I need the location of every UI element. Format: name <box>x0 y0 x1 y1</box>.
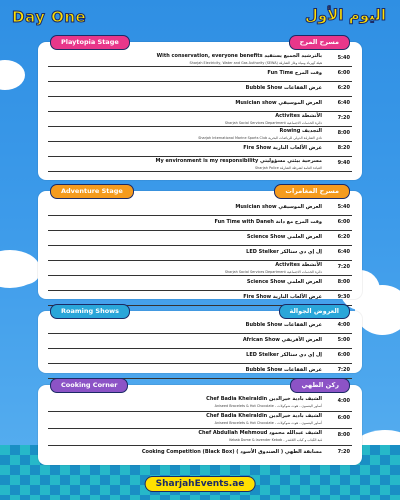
stage-title-ar: مسرح المغامرات <box>274 184 350 199</box>
schedule-row <box>48 201 352 216</box>
event-time: 9:30 <box>337 294 350 300</box>
event-time: 5:40 <box>337 55 350 61</box>
event-time: 6:00 <box>337 415 350 421</box>
cooking-corner-card <box>38 381 362 465</box>
event-organizer: Sharjah Electricity, Water and Gas Authority (SEWA) هيئة كهرباء ومياه وغاز الشارقة <box>189 61 322 65</box>
event-menu: Kebab Dome & lavender Kebab - قبة الكباب و كباب اللافندر <box>229 438 322 442</box>
event-title: Fun Time with Daneh وقت المرح مع دانة <box>214 219 322 225</box>
event-time: 6:00 <box>337 70 350 76</box>
event-time: 8:00 <box>337 279 350 285</box>
playtopia-stage-card <box>38 38 362 180</box>
cloud-decoration <box>5 260 40 285</box>
schedule-row <box>48 319 352 334</box>
event-title: Musician show العرض الموسيقي <box>235 100 322 106</box>
event-title: Activites الأنشطة <box>275 262 322 268</box>
event-title: Science Show العرض العلمي <box>246 279 322 285</box>
event-time: 7:20 <box>337 367 350 373</box>
event-organizer: Sharjah Police القيادة العامة لشرطة الشارقة <box>254 166 322 170</box>
event-time: 6:20 <box>337 85 350 91</box>
adventure-stage-card <box>38 187 362 300</box>
event-time: 9:40 <box>337 160 350 166</box>
event-organizer: Sharjah Social Services Department دائرة الخدمات الاجتماعية <box>224 270 322 274</box>
stage-title-en: Cooking Corner <box>50 378 128 393</box>
schedule-row <box>48 429 352 446</box>
schedule-row <box>48 82 352 97</box>
event-time: 5:40 <box>337 204 350 210</box>
event-title: Musician show العرض الموسيقي <box>235 204 322 210</box>
event-menu: Aniseed Bracelets & Hot Chocolate - أساور الينسون - هوت شوكولات <box>214 421 322 425</box>
stage-title-ar: مسرح المرح <box>289 35 350 50</box>
event-time: 8:20 <box>337 145 350 151</box>
event-time: 8:00 <box>337 432 350 438</box>
event-time: 4:00 <box>337 322 350 328</box>
schedule-row <box>48 446 352 460</box>
event-time: 5:00 <box>337 337 350 343</box>
stage-title-en: Roaming Shows <box>50 304 130 319</box>
event-time: 6:20 <box>337 234 350 240</box>
day-title-ar: اليوم الأول <box>304 6 386 24</box>
event-title: Rowing التجديف <box>279 128 322 134</box>
schedule-row <box>48 67 352 82</box>
cloud-decoration <box>0 60 25 90</box>
event-title: Fun Time وقت المرح <box>267 70 322 76</box>
schedule-row <box>48 142 352 157</box>
schedule-row <box>48 246 352 261</box>
event-title: My environment is my responsibility مسرحية بيئتي مسؤوليتي <box>155 158 322 164</box>
stage-title-en: Playtopia Stage <box>50 35 130 50</box>
event-time: 7:20 <box>337 449 350 455</box>
event-time: 7:20 <box>337 264 350 270</box>
website-link[interactable]: SharjahEvents.ae <box>145 476 256 492</box>
schedule-row <box>48 412 352 429</box>
event-menu: Aniseed Bracelets & Hot Chocolate - أساور الينسون - هوت شوكولات <box>214 404 322 408</box>
schedule-row <box>48 334 352 349</box>
schedule-row <box>48 231 352 246</box>
event-organizer: Sharjah Social Services Department دائرة الخدمات الاجتماعية <box>224 121 322 125</box>
event-time: 8:00 <box>337 130 350 136</box>
event-time: 6:00 <box>337 352 350 358</box>
schedule-row <box>48 261 352 276</box>
schedule-row <box>48 216 352 231</box>
schedule-row <box>48 112 352 127</box>
event-title: Activites الأنشطة <box>275 113 322 119</box>
event-title: With conservation, everyone benefits بالترشيد الجميع يستفيد <box>156 53 322 59</box>
schedule-row <box>48 157 352 172</box>
schedule-row <box>48 97 352 112</box>
roaming-shows-card <box>38 307 362 373</box>
schedule-row <box>48 127 352 142</box>
event-title: Chef Badia Kheiraldin الشيف بادية خيرالدين <box>206 396 322 402</box>
event-time: 6:00 <box>337 219 350 225</box>
stage-title-ar: العروض الجوالة <box>279 304 350 319</box>
day-title-en: Day One <box>12 8 87 26</box>
event-title: Chef Badia Kheiraldin الشيف بادية خيرالدين <box>206 413 322 419</box>
event-title: Cooking Competition (Black Box) مسابقة الطهي ( الصندوق الأسود ) <box>141 449 322 455</box>
event-title: LED Stelker إل إي دي ستالكر <box>246 352 322 358</box>
event-time: 6:40 <box>337 100 350 106</box>
schedule-row <box>48 395 352 412</box>
event-title: Bubble Show عرض الفقاعات <box>245 85 322 91</box>
event-title: LED Stelker إل إي دي ستالكر <box>246 249 322 255</box>
event-title: Bubble Show عرض الفقاعات <box>245 367 322 373</box>
schedule-row <box>48 276 352 291</box>
event-title: Bubble Show عرض الفقاعات <box>245 322 322 328</box>
schedule-row <box>48 364 352 379</box>
schedule-row <box>48 52 352 67</box>
event-organizer: Sharjah International Marine Sports Club نادي الشارقة الدولي للرياضات البحرية <box>198 136 322 140</box>
event-time: 6:40 <box>337 249 350 255</box>
event-time: 4:00 <box>337 398 350 404</box>
event-title: Fire Show عرض الألعاب النارية <box>243 294 322 300</box>
event-title: Chef Abdullah Mehmoud الشيف عبدالله محمود <box>198 430 322 436</box>
stage-title-ar: ركن الطهي <box>290 378 350 393</box>
event-title: Fire Show عرض الألعاب النارية <box>243 145 322 151</box>
event-time: 7:20 <box>337 115 350 121</box>
schedule-row <box>48 349 352 364</box>
event-title: African Show العرض الأفريقي <box>242 337 322 343</box>
event-title: Science Show العرض العلمي <box>246 234 322 240</box>
stage-title-en: Adventure Stage <box>50 184 134 199</box>
